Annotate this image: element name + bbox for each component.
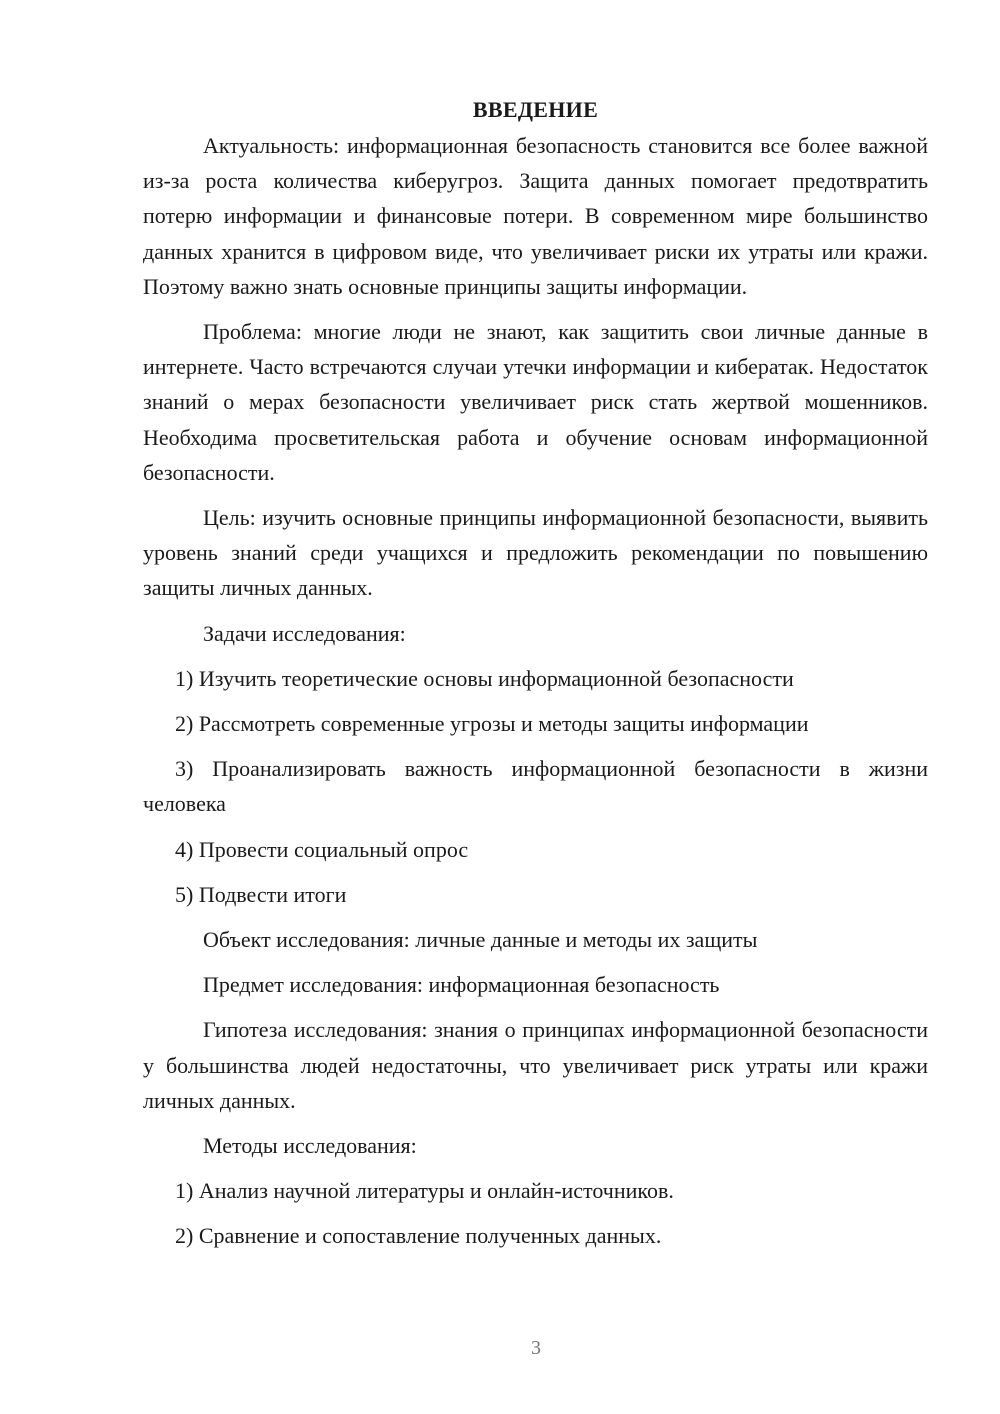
hypothesis-paragraph: Гипотеза исследования: знания о принципах информационной безопасности у большинства людей недостаточны, что увеличивает риск утраты или кражи личных данных. bbox=[143, 1017, 928, 1113]
problem-paragraph: Проблема: многие люди не знают, как защитить свои личные данные в интернете. Часто встречаются случаи утечки информации и кибератак. Недостаток знаний о мерах безопасности увеличивает риск стать жертвой мошенников. Необходима просветительская работа и обучение основам информационной безопасности. bbox=[143, 319, 928, 485]
methods-heading: Методы исследования: bbox=[203, 1133, 417, 1159]
method-item-1: 1) Анализ научной литературы и онлайн-источников. bbox=[175, 1178, 674, 1204]
research-object: Объект исследования: личные данные и методы их защиты bbox=[203, 927, 758, 953]
task-item-3: 3) Проанализировать важность информационной безопасности в жизни человека bbox=[143, 756, 928, 817]
task-item-1: 1) Изучить теоретические основы информационной безопасности bbox=[175, 665, 794, 691]
research-subject: Предмет исследования: информационная безопасность bbox=[203, 972, 720, 998]
task-item-2: 2) Рассмотреть современные угрозы и методы защиты информации bbox=[175, 711, 809, 737]
task-item-4: 4) Провести социальный опрос bbox=[175, 836, 469, 862]
relevance-paragraph: Актуальность: информационная безопасность становится все более важной из-за роста количества киберугроз. Защита данных помогает предотвратить потерю информации и финансовые потери. В современном мире большинство данных хранится в цифровом виде, что увеличивает риски их утраты или кражи. Поэтому важно знать основные принципы защиты информации. bbox=[143, 133, 928, 299]
task-item-5: 5) Подвести итоги bbox=[175, 881, 347, 907]
method-item-2: 2) Сравнение и сопоставление полученных данных. bbox=[175, 1223, 662, 1249]
goal-paragraph: Цель: изучить основные принципы информационной безопасности, выявить уровень знаний среди учащихся и предложить рекомендации по повышению защиты личных данных. bbox=[143, 505, 928, 601]
document-page bbox=[143, 94, 928, 1264]
tasks-heading: Задачи исследования: bbox=[203, 620, 406, 646]
page-number: 3 bbox=[531, 1337, 541, 1359]
page-title: ВВЕДЕНИЕ bbox=[472, 97, 599, 122]
